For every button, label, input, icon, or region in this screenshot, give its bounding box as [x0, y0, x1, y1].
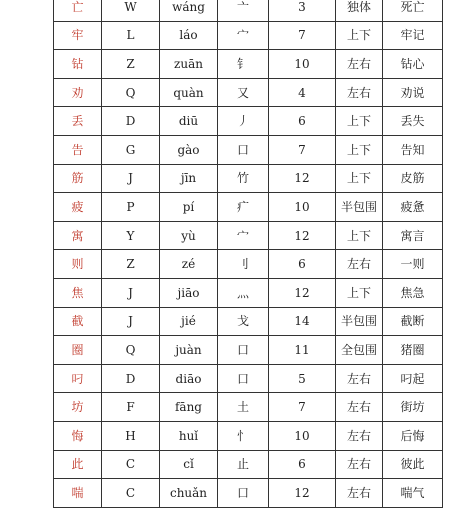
character-cell: 丢 — [54, 107, 102, 136]
character-cell: 告 — [54, 135, 102, 164]
word-cell: 钻心 — [383, 50, 443, 79]
character-cell: 圈 — [54, 336, 102, 365]
pinyin-cell: jiāo — [160, 278, 218, 307]
word-cell: 皮筋 — [383, 164, 443, 193]
character-cell: 悔 — [54, 421, 102, 450]
structure-cell: 上下 — [336, 135, 383, 164]
radical-cell: 刂 — [218, 250, 269, 279]
radical-cell: 疒 — [218, 193, 269, 222]
radical-cell: 忄 — [218, 421, 269, 450]
word-cell: 叼起 — [383, 364, 443, 393]
pinyin-cell: wáng — [160, 0, 218, 21]
structure-cell: 上下 — [336, 21, 383, 50]
structure-cell: 全包围 — [336, 336, 383, 365]
radical-cell: 戈 — [218, 307, 269, 336]
initial-letter-cell: P — [102, 193, 160, 222]
initial-letter-cell: Y — [102, 221, 160, 250]
structure-cell: 左右 — [336, 78, 383, 107]
structure-cell: 上下 — [336, 278, 383, 307]
stroke-count-cell: 12 — [269, 221, 336, 250]
initial-letter-cell: Z — [102, 50, 160, 79]
stroke-count-cell: 11 — [269, 336, 336, 365]
radical-cell: 口 — [218, 364, 269, 393]
structure-cell: 左右 — [336, 364, 383, 393]
stroke-count-cell: 12 — [269, 479, 336, 508]
table-row — [54, 107, 443, 136]
stroke-count-cell: 7 — [269, 135, 336, 164]
structure-cell: 左右 — [336, 421, 383, 450]
structure-cell: 左右 — [336, 50, 383, 79]
table-row — [54, 221, 443, 250]
structure-cell: 上下 — [336, 107, 383, 136]
initial-letter-cell: W — [102, 0, 160, 21]
radical-cell: 灬 — [218, 278, 269, 307]
table-row — [54, 250, 443, 279]
character-cell: 截 — [54, 307, 102, 336]
radical-cell: 宀 — [218, 21, 269, 50]
initial-letter-cell: H — [102, 421, 160, 450]
stroke-count-cell: 7 — [269, 393, 336, 422]
table-row — [54, 50, 443, 79]
pinyin-cell: cǐ — [160, 450, 218, 479]
radical-cell: 土 — [218, 393, 269, 422]
stroke-count-cell: 10 — [269, 50, 336, 79]
pinyin-cell: pí — [160, 193, 218, 222]
initial-letter-cell: Q — [102, 336, 160, 365]
word-cell: 街坊 — [383, 393, 443, 422]
structure-cell: 上下 — [336, 221, 383, 250]
stroke-count-cell: 7 — [269, 21, 336, 50]
table-row — [54, 0, 443, 21]
stroke-count-cell: 10 — [269, 193, 336, 222]
pinyin-cell: diāo — [160, 364, 218, 393]
pinyin-cell: jié — [160, 307, 218, 336]
word-cell: 死亡 — [383, 0, 443, 21]
word-cell: 寓言 — [383, 221, 443, 250]
structure-cell: 左右 — [336, 450, 383, 479]
structure-cell: 左右 — [336, 250, 383, 279]
table-row — [54, 78, 443, 107]
pinyin-cell: chuǎn — [160, 479, 218, 508]
pinyin-cell: huǐ — [160, 421, 218, 450]
table-row — [54, 164, 443, 193]
word-cell: 一则 — [383, 250, 443, 279]
character-cell: 焦 — [54, 278, 102, 307]
word-cell: 后悔 — [383, 421, 443, 450]
character-cell: 叼 — [54, 364, 102, 393]
initial-letter-cell: L — [102, 21, 160, 50]
initial-letter-cell: F — [102, 393, 160, 422]
table-row — [54, 278, 443, 307]
character-cell: 劝 — [54, 78, 102, 107]
character-cell: 寓 — [54, 221, 102, 250]
table-row — [54, 421, 443, 450]
radical-cell: 止 — [218, 450, 269, 479]
word-cell: 劝说 — [383, 78, 443, 107]
initial-letter-cell: Z — [102, 250, 160, 279]
word-cell: 猪圈 — [383, 336, 443, 365]
stroke-count-cell: 4 — [269, 78, 336, 107]
stroke-count-cell: 10 — [269, 421, 336, 450]
stroke-count-cell: 3 — [269, 0, 336, 21]
radical-cell: 丿 — [218, 107, 269, 136]
stroke-count-cell: 12 — [269, 278, 336, 307]
character-cell: 疲 — [54, 193, 102, 222]
initial-letter-cell: Q — [102, 78, 160, 107]
word-cell: 疲惫 — [383, 193, 443, 222]
pinyin-cell: fāng — [160, 393, 218, 422]
character-cell: 喘 — [54, 479, 102, 508]
initial-letter-cell: J — [102, 278, 160, 307]
radical-cell: 又 — [218, 78, 269, 107]
structure-cell: 左右 — [336, 479, 383, 508]
pinyin-cell: diū — [160, 107, 218, 136]
word-cell: 告知 — [383, 135, 443, 164]
word-cell: 牢记 — [383, 21, 443, 50]
character-cell: 亡 — [54, 0, 102, 21]
radical-cell: 口 — [218, 336, 269, 365]
pinyin-cell: quàn — [160, 78, 218, 107]
initial-letter-cell: C — [102, 479, 160, 508]
initial-letter-cell: G — [102, 135, 160, 164]
table-row — [54, 193, 443, 222]
radical-cell: 宀 — [218, 221, 269, 250]
initial-letter-cell: D — [102, 107, 160, 136]
stroke-count-cell: 6 — [269, 450, 336, 479]
table-row — [54, 479, 443, 508]
word-cell: 喘气 — [383, 479, 443, 508]
initial-letter-cell: C — [102, 450, 160, 479]
character-cell: 筋 — [54, 164, 102, 193]
word-cell: 截断 — [383, 307, 443, 336]
structure-cell: 左右 — [336, 393, 383, 422]
pinyin-cell: gào — [160, 135, 218, 164]
table-row — [54, 135, 443, 164]
word-cell: 彼此 — [383, 450, 443, 479]
radical-cell: 口 — [218, 135, 269, 164]
pinyin-cell: juàn — [160, 336, 218, 365]
table-row — [54, 307, 443, 336]
stroke-count-cell: 5 — [269, 364, 336, 393]
pinyin-cell: zé — [160, 250, 218, 279]
pinyin-cell: jīn — [160, 164, 218, 193]
pinyin-cell: yù — [160, 221, 218, 250]
initial-letter-cell: D — [102, 364, 160, 393]
initial-letter-cell: J — [102, 307, 160, 336]
word-cell: 丢失 — [383, 107, 443, 136]
radical-cell: 钅 — [218, 50, 269, 79]
word-cell: 焦急 — [383, 278, 443, 307]
character-cell: 钻 — [54, 50, 102, 79]
character-table — [53, 0, 443, 508]
character-cell: 则 — [54, 250, 102, 279]
initial-letter-cell: J — [102, 164, 160, 193]
table-row — [54, 336, 443, 365]
table-row — [54, 364, 443, 393]
table-row — [54, 21, 443, 50]
structure-cell: 半包围 — [336, 193, 383, 222]
stroke-count-cell: 12 — [269, 164, 336, 193]
table-row — [54, 393, 443, 422]
stroke-count-cell: 6 — [269, 107, 336, 136]
character-cell: 坊 — [54, 393, 102, 422]
radical-cell: 竹 — [218, 164, 269, 193]
radical-cell: 亠 — [218, 0, 269, 21]
character-cell: 此 — [54, 450, 102, 479]
pinyin-cell: láo — [160, 21, 218, 50]
structure-cell: 独体 — [336, 0, 383, 21]
radical-cell: 口 — [218, 479, 269, 508]
stroke-count-cell: 14 — [269, 307, 336, 336]
pinyin-cell: zuān — [160, 50, 218, 79]
table-row — [54, 450, 443, 479]
character-cell: 牢 — [54, 21, 102, 50]
structure-cell: 上下 — [336, 164, 383, 193]
structure-cell: 半包围 — [336, 307, 383, 336]
character-table-body — [54, 0, 443, 507]
stroke-count-cell: 6 — [269, 250, 336, 279]
